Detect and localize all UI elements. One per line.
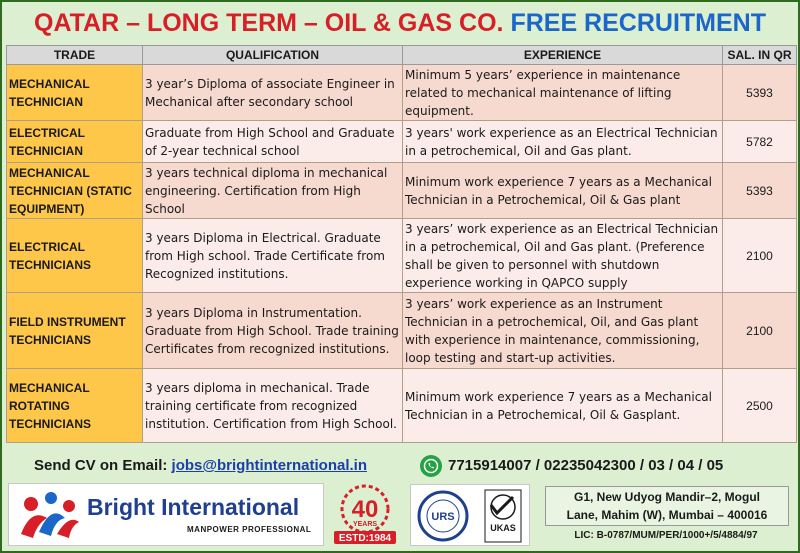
certificate-seals: [411, 485, 531, 547]
table-row: [7, 293, 797, 369]
trade-cell: MECHANICAL TECHNICIAN (STATIC EQUIPMENT): [7, 163, 143, 219]
qualification-cell: Graduate from High School and Graduate of 2-year technical school: [143, 121, 403, 163]
anniversary-badge: [326, 483, 404, 546]
people-logo-icon: [17, 490, 83, 542]
qualification-cell: 3 years Diploma in Instrumentation. Graduate from High School. Trade training Certificates from recognized institutions.: [143, 293, 403, 369]
table-row: [7, 121, 797, 163]
column-header-experience: EXPERIENCE: [403, 46, 723, 65]
trade-cell: ELECTRICAL TECHNICIANS: [7, 219, 143, 293]
company-logo: [8, 483, 324, 546]
trade-cell: ELECTRICAL TECHNICIAN: [7, 121, 143, 163]
company-address: [545, 486, 789, 526]
qualification-cell: 3 year’s Diploma of associate Engineer in Mechanical after secondary school: [143, 65, 403, 121]
salary-cell: 5393: [723, 163, 797, 219]
experience-cell: Minimum work experience 7 years as a Mechanical Technician in a Petrochemical, Oil & Gas plant: [403, 163, 723, 219]
column-header-qualification: QUALIFICATION: [143, 46, 403, 65]
certification-logos: [410, 484, 530, 546]
anniversary-word: YEARS: [352, 521, 378, 528]
experience-cell: 3 years’ work experience as an Instrument Technician in a petrochemical, Oil, and Gas plant with experience in maintenance, commissioning, loop testing and start-up activities.: [403, 293, 723, 369]
trade-cell: FIELD INSTRUMENT TECHNICIANS: [7, 293, 143, 369]
experience-cell: Minimum work experience 7 years as a Mechanical Technician in a Petrochemical, Oil & Gasplant.: [403, 369, 723, 443]
trade-cell: MECHANICAL TECHNICIAN: [7, 65, 143, 121]
qualification-cell: 3 years diploma in mechanical. Trade training certificate from recognized institution. Certification from High School.: [143, 369, 403, 443]
experience-cell: 3 years’ work experience as an Electrical Technician in a petrochemical, Oil and Gas plant. (Preference shall be given to personnel with shutdown experience working in QAPCO supply: [403, 219, 723, 293]
page-title: [0, 4, 800, 42]
ukas-seal-icon: [485, 490, 521, 542]
title-free-recruitment: FREE RECRUITMENT: [510, 9, 766, 37]
table-row: [7, 163, 797, 219]
column-header-salary: SAL. IN QR: [723, 46, 797, 65]
address-line-2: Lane, Mahim (W), Mumbai – 400016: [566, 508, 768, 522]
urs-seal-text: URS: [431, 511, 455, 523]
license-number: LIC: B-0787/MUM/PER/1000+/5/4884/97: [574, 530, 758, 541]
title-qatar-oil-gas: QATAR – LONG TERM – OIL & GAS CO.: [34, 9, 504, 37]
salary-cell: 5393: [723, 65, 797, 121]
email-link[interactable]: jobs@brightinternational.in: [171, 457, 367, 474]
qualification-cell: 3 years Diploma in Electrical. Graduate from High school. Trade Certificate from Recognized institutions.: [143, 219, 403, 293]
table-row: [7, 219, 797, 293]
address-line-1: G1, New Udyog Mandir–2, Mogul: [573, 490, 761, 504]
qualification-cell: 3 years technical diploma in mechanical engineering. Certification from High School: [143, 163, 403, 219]
salary-cell: 2500: [723, 369, 797, 443]
urs-seal-icon: [419, 492, 467, 540]
salary-cell: 2100: [723, 293, 797, 369]
table-header-row: [7, 46, 797, 65]
salary-cell: 2100: [723, 219, 797, 293]
phone-line: [420, 455, 723, 477]
jobs-table: [6, 45, 797, 443]
contact-bar: [0, 455, 800, 477]
salary-cell: 5782: [723, 121, 797, 163]
column-header-trade: TRADE: [7, 46, 143, 65]
ukas-seal-text: UKAS: [490, 523, 516, 533]
experience-cell: Minimum 5 years’ experience in maintenance related to mechanical maintenance of lifting equipment.: [403, 65, 723, 121]
whatsapp-icon: [420, 455, 442, 477]
established-year: ESTD:1984: [338, 533, 392, 544]
experience-cell: 3 years' work experience as an Electrical Technician in a petrochemical, Oil and Gas plant.: [403, 121, 723, 163]
send-cv-line: [34, 455, 367, 477]
company-name: Bright International: [87, 494, 300, 520]
phone-numbers[interactable]: 7715914007 / 02235042300 / 03 / 04 / 05: [448, 457, 724, 474]
company-tagline: MANPOWER PROFESSIONAL: [187, 525, 312, 534]
anniversary-number: 40: [351, 496, 379, 523]
trade-cell: MECHANICAL ROTATING TECHNICIANS: [7, 369, 143, 443]
table-row: [7, 369, 797, 443]
send-cv-label: Send CV on Email:: [34, 457, 168, 474]
company-address-block: [537, 484, 795, 546]
table-row: [7, 65, 797, 121]
